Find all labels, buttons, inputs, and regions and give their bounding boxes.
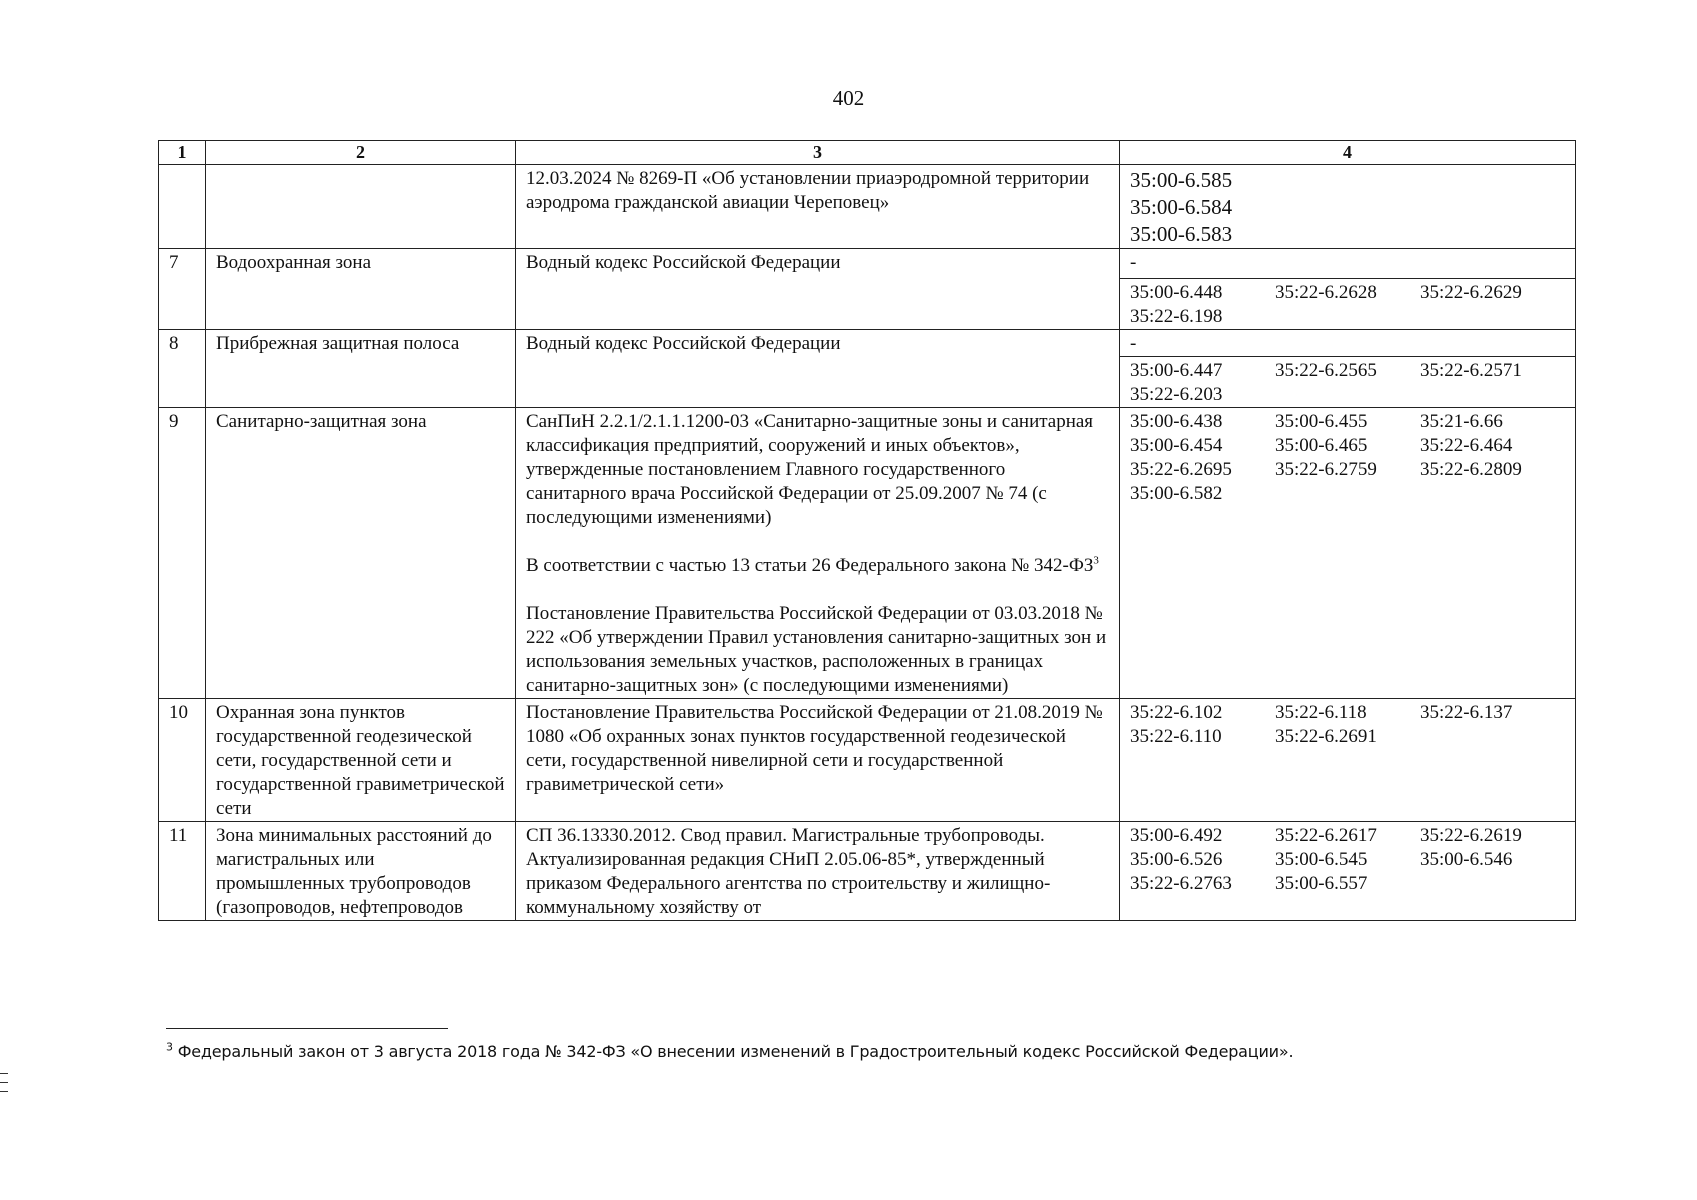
code <box>1275 482 1420 506</box>
margin-mark <box>0 1073 8 1074</box>
codes-grid <box>1130 410 1565 506</box>
code <box>1420 482 1565 506</box>
code: 35:22-6.2763 <box>1130 873 1232 894</box>
margin-mark <box>0 1091 8 1092</box>
code: 35:22-6.464 <box>1420 435 1513 456</box>
table-row-7 <box>159 249 1576 279</box>
footnote-reference[interactable]: 3 <box>1093 554 1099 567</box>
code: 35:00-6.584 <box>1130 195 1233 219</box>
codes-dash: - <box>1120 249 1576 279</box>
code: 35:22-6.198 <box>1130 306 1223 327</box>
table-row-11 <box>159 822 1576 921</box>
legal-basis <box>516 408 1120 699</box>
table-row-continuation <box>159 165 1576 249</box>
code: 35:00-6.526 <box>1130 849 1223 870</box>
codes-dash: - <box>1120 330 1576 357</box>
row-number: 8 <box>159 330 206 408</box>
legal-basis: Водный кодекс Российской Федерации <box>516 249 1120 330</box>
footnote <box>166 1042 1293 1061</box>
code: 35:00-6.455 <box>1275 411 1368 432</box>
row-number: 10 <box>159 699 206 822</box>
legal-basis-paragraph <box>526 554 1109 578</box>
row-cont-doc: 12.03.2024 № 8269-П «Об установлении приаэродромной территории аэродрома гражданской авиации Череповец» <box>516 165 1120 249</box>
row-cont-num <box>159 165 206 249</box>
codes-grid <box>1130 281 1565 329</box>
table-row-8 <box>159 330 1576 357</box>
code: 35:00-6.492 <box>1130 825 1223 846</box>
zone-name: Охранная зона пунктов государственной геодезической сети, государственной сети и государственной гравиметрической сети <box>206 699 516 822</box>
codes-grid <box>1130 359 1565 407</box>
code: 35:22-6.118 <box>1275 702 1367 723</box>
zone-codes <box>1120 699 1576 822</box>
code <box>1420 872 1565 896</box>
legal-basis: Постановление Правительства Российской Федерации от 21.08.2019 № 1080 «Об охранных зонах пунктов государственной геодезической сети, государственной нивелирной сети и государственной гравиметрической сети» <box>516 699 1120 822</box>
legal-basis: Водный кодекс Российской Федерации <box>516 330 1120 408</box>
code: 35:00-6.465 <box>1275 435 1368 456</box>
code: 35:22-6.2809 <box>1420 459 1522 480</box>
footnote-divider <box>166 1028 448 1029</box>
code: 35:22-6.137 <box>1420 702 1513 723</box>
zone-name: Санитарно-защитная зона <box>206 408 516 699</box>
code <box>1420 725 1565 749</box>
code: 35:00-6.582 <box>1130 483 1223 504</box>
code: 35:22-6.2617 <box>1275 825 1377 846</box>
zones-table <box>158 140 1576 921</box>
header-col-3: 3 <box>516 141 1120 165</box>
margin-mark <box>0 1082 8 1083</box>
code: 35:22-6.2695 <box>1130 459 1232 480</box>
zone-codes <box>1120 822 1576 921</box>
code: 35:00-6.545 <box>1275 849 1368 870</box>
zone-codes <box>1120 279 1576 330</box>
code: 35:22-6.2759 <box>1275 459 1377 480</box>
footnote-mark: 3 <box>166 1040 173 1054</box>
legal-basis-paragraph: СанПиН 2.2.1/2.1.1.1200-03 «Санитарно-защитные зоны и санитарная классификация предприятий, сооружений и иных объектов», утвержденные постановлением Главного государственного санитарного врача Российской Федерации от 25.09.2007 № 74 (с последующими изменениями) <box>526 411 1094 528</box>
row-cont-name <box>206 165 516 249</box>
code: 35:00-6.438 <box>1130 411 1223 432</box>
zone-name: Прибрежная защитная полоса <box>206 330 516 408</box>
code <box>1275 305 1420 329</box>
code: 35:00-6.585 <box>1130 168 1233 192</box>
code: 35:22-6.2629 <box>1420 282 1522 303</box>
row-cont-codes <box>1120 165 1576 249</box>
code: 35:22-6.2619 <box>1420 825 1522 846</box>
header-col-2: 2 <box>206 141 516 165</box>
code: 35:21-6.66 <box>1420 411 1503 432</box>
legal-basis-paragraph: Постановление Правительства Российской Федерации от 03.03.2018 № 222 «Об утверждении Правил установления санитарно-защитных зон и использования земельных участков, расположенных в границах санитарно-защитных зон» (с последующими изменениями) <box>526 603 1107 696</box>
zone-name: Зона минимальных расстояний до магистральных или промышленных трубопроводов (газопроводов, нефтепроводов <box>206 822 516 921</box>
code: 35:22-6.203 <box>1130 384 1223 405</box>
code: 35:22-6.110 <box>1130 726 1222 747</box>
legal-basis: СП 36.13330.2012. Свод правил. Магистральные трубопроводы. Актуализированная редакция СНиП 2.05.06-85*, утвержденный приказом Федерального агентства по строительству и жилищно-коммунальному хозяйству от <box>516 822 1120 921</box>
legal-basis-text: В соответствии с частью 13 статьи 26 Федерального закона № 342-ФЗ <box>526 555 1094 576</box>
codes-grid <box>1130 824 1565 896</box>
code: 35:22-6.2565 <box>1275 360 1377 381</box>
code: 35:00-6.448 <box>1130 282 1223 303</box>
code: 35:22-6.2628 <box>1275 282 1377 303</box>
header-col-1: 1 <box>159 141 206 165</box>
code <box>1420 383 1565 407</box>
code: 35:00-6.583 <box>1130 222 1233 246</box>
code: 35:00-6.546 <box>1420 849 1513 870</box>
code <box>1275 383 1420 407</box>
code: 35:22-6.2571 <box>1420 360 1522 381</box>
header-row <box>159 141 1576 165</box>
page-number: 402 <box>832 86 865 110</box>
zone-name: Водоохранная зона <box>206 249 516 330</box>
code: 35:00-6.557 <box>1275 873 1368 894</box>
code: 35:22-6.102 <box>1130 702 1223 723</box>
code: 35:00-6.447 <box>1130 360 1223 381</box>
codes-grid <box>1130 701 1565 749</box>
table-row-9 <box>159 408 1576 699</box>
footnote-text: Федеральный закон от 3 августа 2018 года № 342-ФЗ «О внесении изменений в Градостроительный кодекс Российской Федерации». <box>177 1042 1294 1061</box>
code <box>1420 305 1565 329</box>
row-number: 9 <box>159 408 206 699</box>
row-number: 7 <box>159 249 206 330</box>
code: 35:22-6.2691 <box>1275 726 1377 747</box>
row-number: 11 <box>159 822 206 921</box>
header-col-4: 4 <box>1120 141 1576 165</box>
zone-codes <box>1120 357 1576 408</box>
table-row-10 <box>159 699 1576 822</box>
code: 35:00-6.454 <box>1130 435 1223 456</box>
zone-codes <box>1120 408 1576 699</box>
